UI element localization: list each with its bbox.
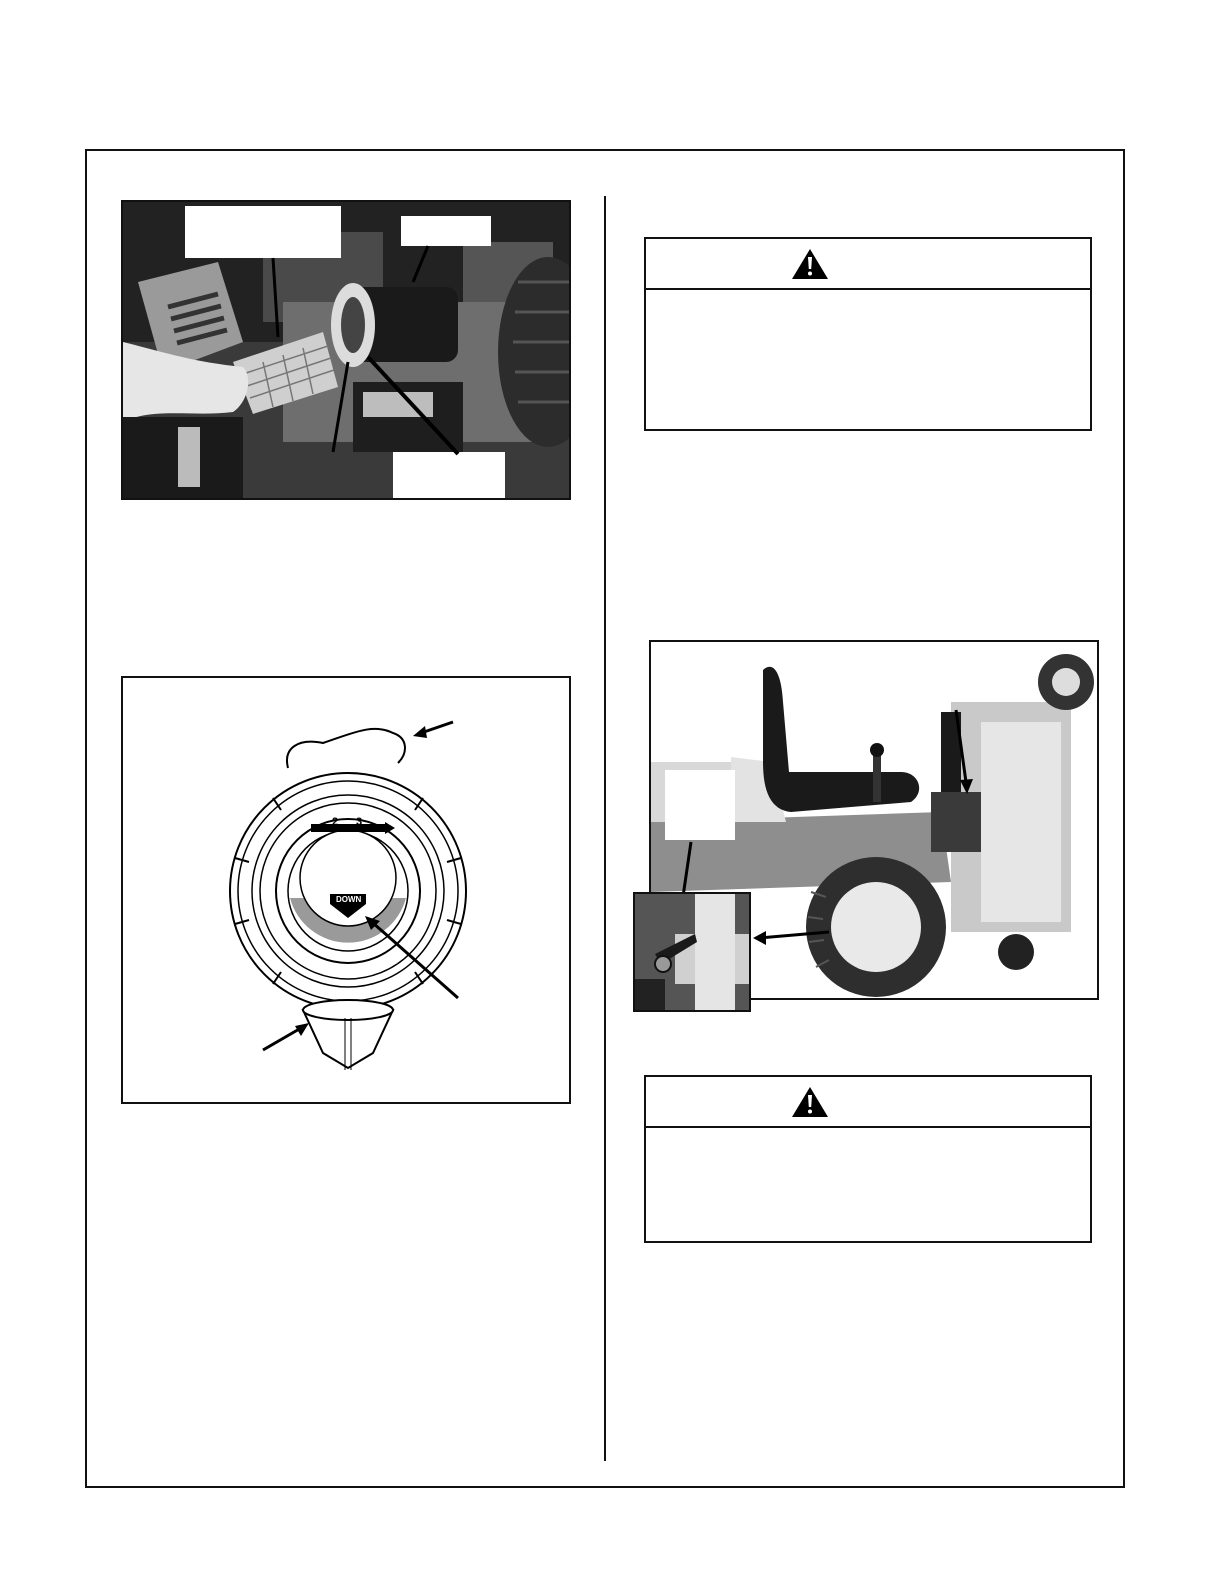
dial-number-3: 3	[356, 816, 363, 828]
inset-detail-photo	[633, 892, 751, 1012]
warning-box-1	[644, 237, 1092, 431]
air-cleaner-diagram	[121, 676, 571, 1104]
air-cleaner-photo	[121, 200, 571, 500]
warning-header	[646, 1077, 1090, 1128]
dial-number-2: 2	[332, 816, 339, 828]
warning-box-2	[644, 1075, 1092, 1243]
warning-header	[646, 239, 1090, 290]
warning-triangle-icon	[790, 1085, 830, 1119]
column-divider	[604, 196, 606, 1461]
warning-triangle-icon	[790, 247, 830, 281]
down-label: DOWN	[336, 895, 362, 904]
